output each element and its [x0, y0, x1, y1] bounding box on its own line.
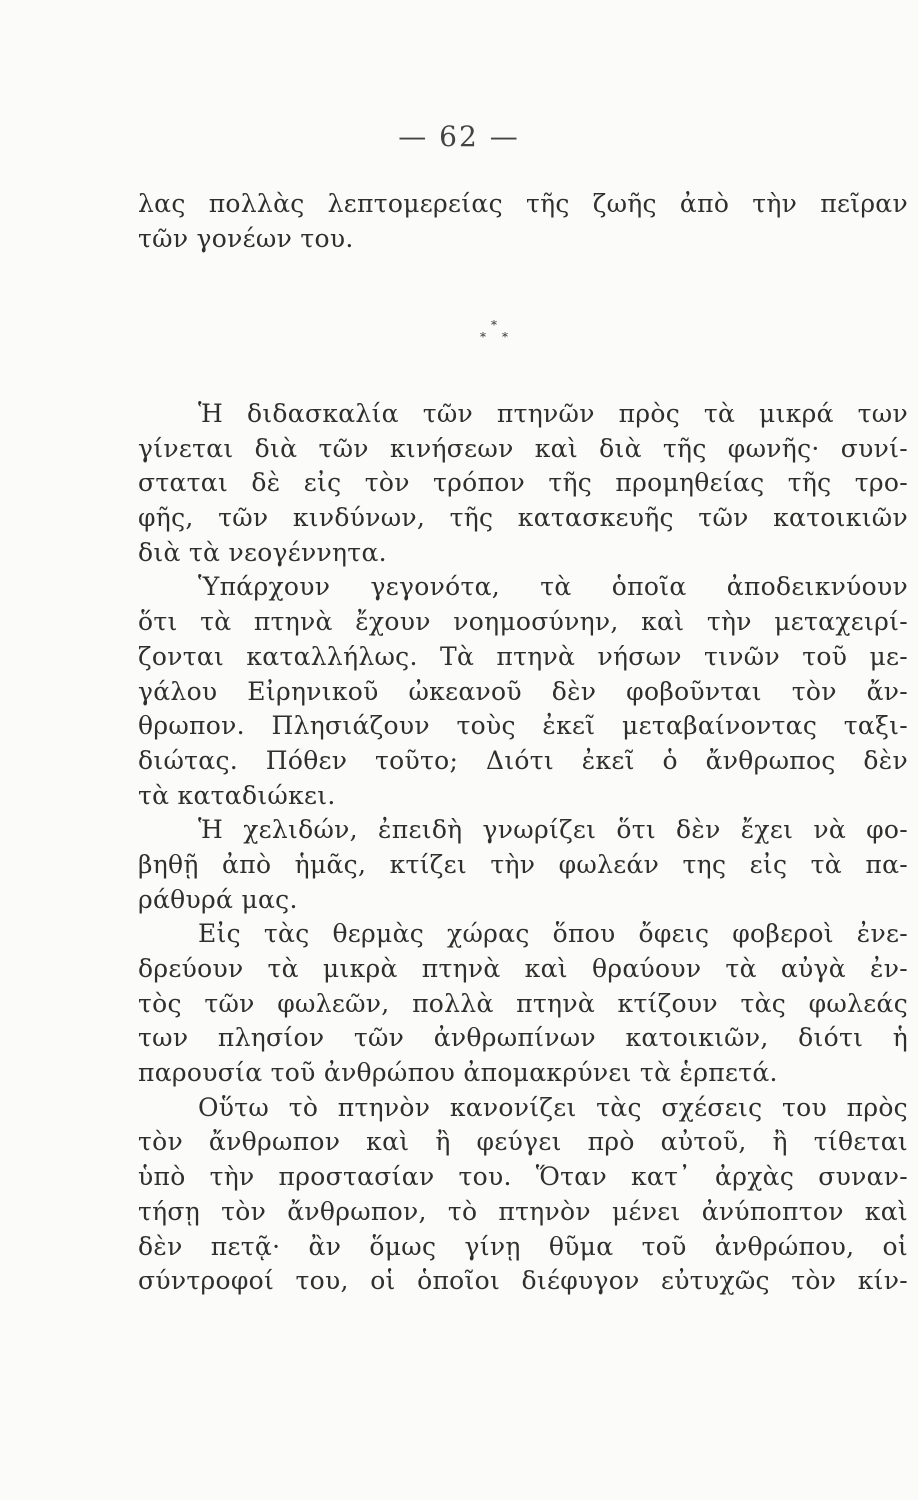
paragraph-start-line: Εἰς τὰς θερμὰς χώρας ὅπου ὄφεις φοβεροὶ ἐνε- — [198, 919, 908, 949]
section-separator-asterisks: * * * — [480, 318, 508, 344]
text-line: σταται δὲ εἰς τὸν τρόπον τῆς προμηθείας τῆς τρο- — [138, 468, 908, 498]
continued-paragraph — [138, 187, 908, 256]
text-line: τὰ καταδιώκει. — [138, 780, 336, 810]
text-line: των πλησίον τῶν ἀνθρωπίνων κατοικιῶν, διότι ἡ — [138, 1023, 908, 1053]
text-line: τὸς τῶν φωλεῶν, πολλὰ πτηνὰ κτίζουν τὰς φωλεάς — [138, 988, 908, 1018]
paragraph-start-line: Οὕτω τὸ πτηνὸν κανονίζει τὰς σχέσεις του πρὸς — [198, 1092, 908, 1122]
text-line: διώτας. Πόθεν τοῦτο; Διότι ἐκεῖ ὁ ἄνθρωπος δὲν — [138, 745, 908, 775]
paragraph-start-line: Ἡ χελιδών, ἐπειδὴ γνωρίζει ὅτι δὲν ἔχει νὰ φο- — [198, 815, 908, 845]
text-line: δὲν πετᾷ· ἂν ὅμως γίνῃ θῦμα τοῦ ἀνθρώπου, οἱ — [138, 1231, 908, 1261]
text-line: διὰ τὰ νεογέννητα. — [138, 537, 387, 567]
text-line: γίνεται διὰ τῶν κινήσεων καὶ διὰ τῆς φωνῆς· συνί- — [138, 433, 908, 463]
text-line: σύντροφοί του, οἱ ὁποῖοι διέφυγον εὐτυχῶς τὸν κίν- — [138, 1266, 908, 1296]
text-line: τὸν ἄνθρωπον καὶ ἢ φεύγει πρὸ αὐτοῦ, ἢ τίθεται — [138, 1127, 908, 1157]
text-line: τῶν γονέων του. — [138, 223, 354, 253]
text-line: παρουσία τοῦ ἀνθρώπου ἀπομακρύνει τὰ ἑρπετά. — [138, 1058, 778, 1088]
text-line: φῆς, τῶν κινδύνων, τῆς κατασκευῆς τῶν κατοικιῶν — [138, 503, 908, 533]
paragraph-start-line: Ὑπάρχουν γεγονότα, τὰ ὁποῖα ἀποδεικνύουν — [198, 572, 908, 602]
main-text — [138, 397, 908, 1299]
text-line: ράθυρά μας. — [138, 884, 298, 914]
text-line: δρεύουν τὰ μικρὰ πτηνὰ καὶ θραύουν τὰ αὐγὰ ἐν- — [138, 954, 908, 983]
text-line: τήσῃ τὸν ἄνθρωπον, τὸ πτηνὸν μένει ἀνύποπτον καὶ — [138, 1196, 908, 1226]
text-line: γάλου Εἰρηνικοῦ ὠκεανοῦ δὲν φοβοῦνται τὸν ἄν- — [138, 676, 908, 706]
text-line: ὅτι τὰ πτηνὰ ἔχουν νοημοσύνην, καὶ τὴν μεταχειρί- — [138, 607, 908, 637]
text-line: ζονται καταλλήλως. Τὰ πτηνὰ νήσων τινῶν τοῦ με- — [138, 641, 908, 671]
text-line: θρωπον. Πλησιάζουν τοὺς ἐκεῖ μεταβαίνοντας ταξι- — [138, 711, 908, 741]
paragraph-start-line: Ἡ διδασκαλία τῶν πτηνῶν πρὸς τὰ μικρά των — [198, 399, 908, 428]
text-line: ὑπὸ τὴν προστασίαν του. Ὅταν κατ᾽ ἀρχὰς συναν- — [138, 1162, 908, 1192]
page-number: — 62 — — [398, 120, 520, 153]
text-line: λας πολλὰς λεπτομερείας τῆς ζωῆς ἀπὸ τὴν πεῖραν — [138, 189, 908, 218]
text-line: βηθῇ ἀπὸ ἡμᾶς, κτίζει τὴν φωλεάν της εἰς τὰ πα- — [138, 849, 908, 879]
